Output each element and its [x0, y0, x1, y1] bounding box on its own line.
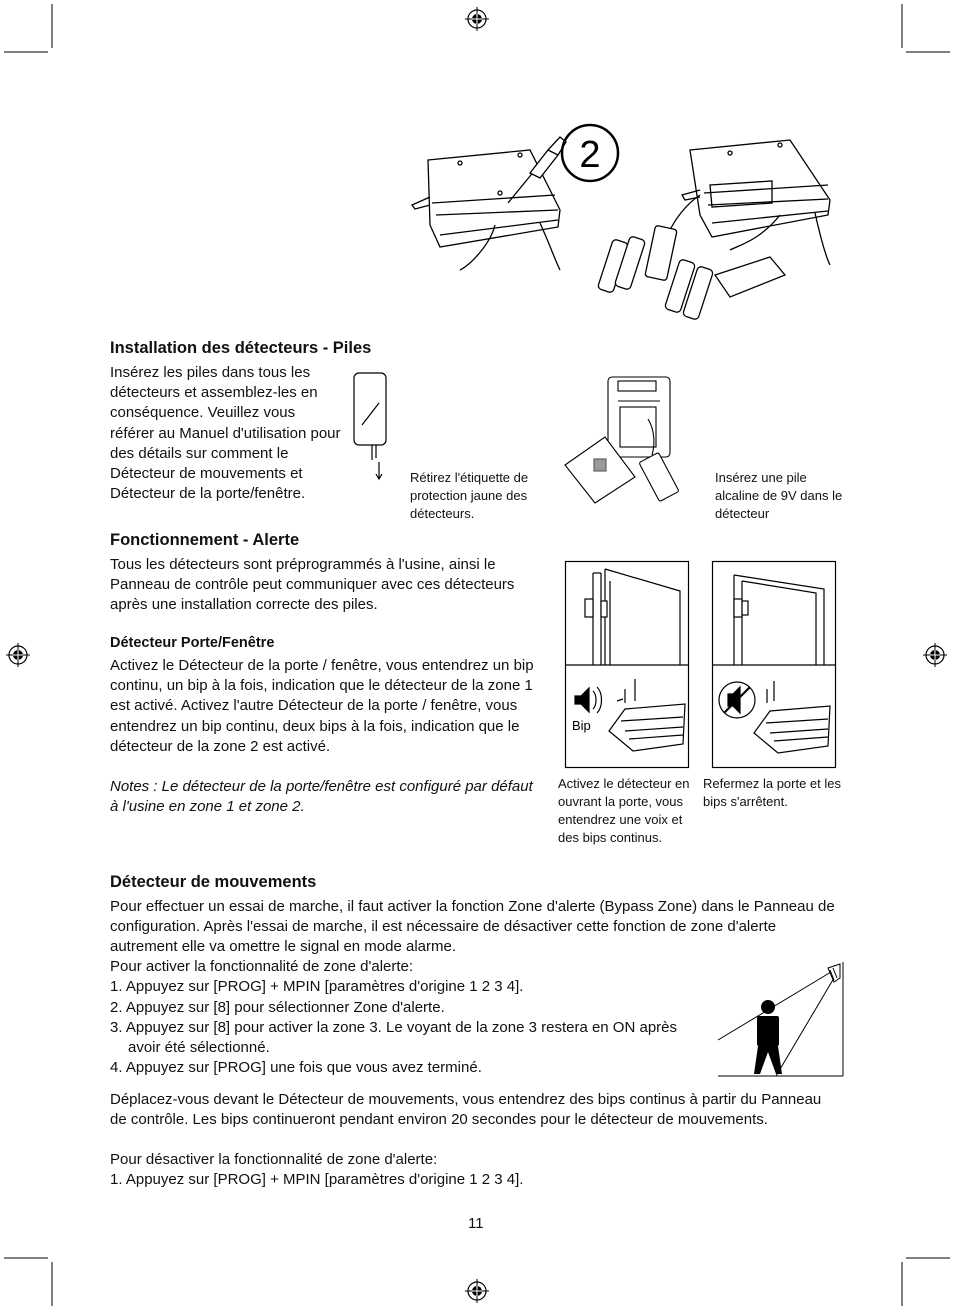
step-2: 2. Appuyez sur [8] pour sélectionner Zone d'alerte.: [110, 999, 445, 1016]
registration-mark-icon: [923, 643, 947, 667]
walk-test-illustration: [716, 960, 846, 1078]
caption-open-door: Activez le détecteur en ouvrant la porte, vous entendrez une voix et des bips continus.: [558, 776, 690, 845]
door-window-note: Notes : Le détecteur de la porte/fenêtre est configuré par défaut à l'usine en zone 1 et zone 2.: [110, 778, 533, 816]
activate-intro: Pour activer la fonctionnalité de zone d'alerte:: [110, 958, 414, 975]
section-title-alert: Fonctionnement - Alerte: [110, 531, 300, 549]
step-number: 2: [579, 134, 601, 176]
section-title-installation: Installation des détecteurs - Piles: [110, 339, 372, 357]
installation-text: Insérez les piles dans tous les détecteurs et assemblez-les en conséquence. Veuillez vous référer au Manuel d'utilisation pour des détails sur comment le Détecteur de mouvements et Détecteur de la porte/fenêtre.: [110, 364, 341, 503]
registration-mark-icon: [6, 643, 30, 667]
motion-para2: Déplacez-vous devant le Détecteur de mouvements, vous entendrez des bips continus à partir du Panneau de contrôle. Les bips continueront pendant environ 20 secondes pour le détecteur de mouvements.: [110, 1091, 822, 1129]
section-title-motion: Détecteur de mouvements: [110, 873, 317, 891]
alert-intro-text: Tous les détecteurs sont préprogrammés à l'usine, ainsi le Panneau de contrôle peut communiquer avec ces détecteurs après une installation correcte des piles.: [110, 556, 515, 614]
step-1: 1. Appuyez sur [PROG] + MPIN [paramètres d'origine 1 2 3 4].: [110, 978, 524, 995]
page-number: 11: [468, 1215, 484, 1232]
speaker-icon: [575, 687, 602, 713]
registration-mark-icon: [465, 7, 489, 31]
bip-label: Bip: [572, 718, 591, 733]
caption-remove-label: Rétirez l'étiquette de protection jaune des détecteurs.: [410, 470, 529, 521]
caption-insert-battery: Insérez une pile alcaline de 9V dans le détecteur: [715, 470, 843, 521]
battery-installation-illustration: [400, 115, 860, 325]
step-4: 4. Appuyez sur [PROG] une fois que vous avez terminé.: [110, 1059, 482, 1076]
registration-mark-icon: [465, 1279, 489, 1303]
door-sensor-illustration: [352, 370, 392, 485]
deactivate-step: 1. Appuyez sur [PROG] + MPIN [paramètres d'origine 1 2 3 4].: [110, 1171, 524, 1188]
subtitle-door-window: Détecteur Porte/Fenêtre: [110, 635, 275, 651]
caption-close-door: Refermez la porte et les bips s'arrêtent.: [703, 776, 842, 809]
step-3: 3. Appuyez sur [8] pour activer la zone 3. Le voyant de la zone 3 restera en ON après avoir été sélectionné.: [110, 1019, 677, 1057]
motion-sensor-battery-illustration: [560, 375, 700, 505]
deactivate-intro: Pour désactiver la fonctionnalité de zone d'alerte:: [110, 1151, 438, 1168]
muted-speaker-icon: [719, 682, 755, 718]
motion-para1: Pour effectuer un essai de marche, il faut activer la fonction Zone d'alerte (Bypass Zone) dans le Panneau de configuration. Après l'essai de marche, il est nécessaire de désactiver cette fonction de zone d'alerte autrement elle va omettre le signal en mode alarme.: [110, 898, 835, 956]
door-closed-illustration: [712, 561, 836, 768]
door-open-illustration: [565, 561, 689, 768]
door-window-text: Activez le Détecteur de la porte / fenêtre, vous entendrez un bip continu, un bip à la fois, indication que le détecteur de la zone 1 est activé. Activez l'autre Détecteur de la porte / fenêtre, vous entendrez un bip continu, deux bips à la fois, indication que le détecteur de la zone 2 est activé.: [110, 657, 534, 755]
